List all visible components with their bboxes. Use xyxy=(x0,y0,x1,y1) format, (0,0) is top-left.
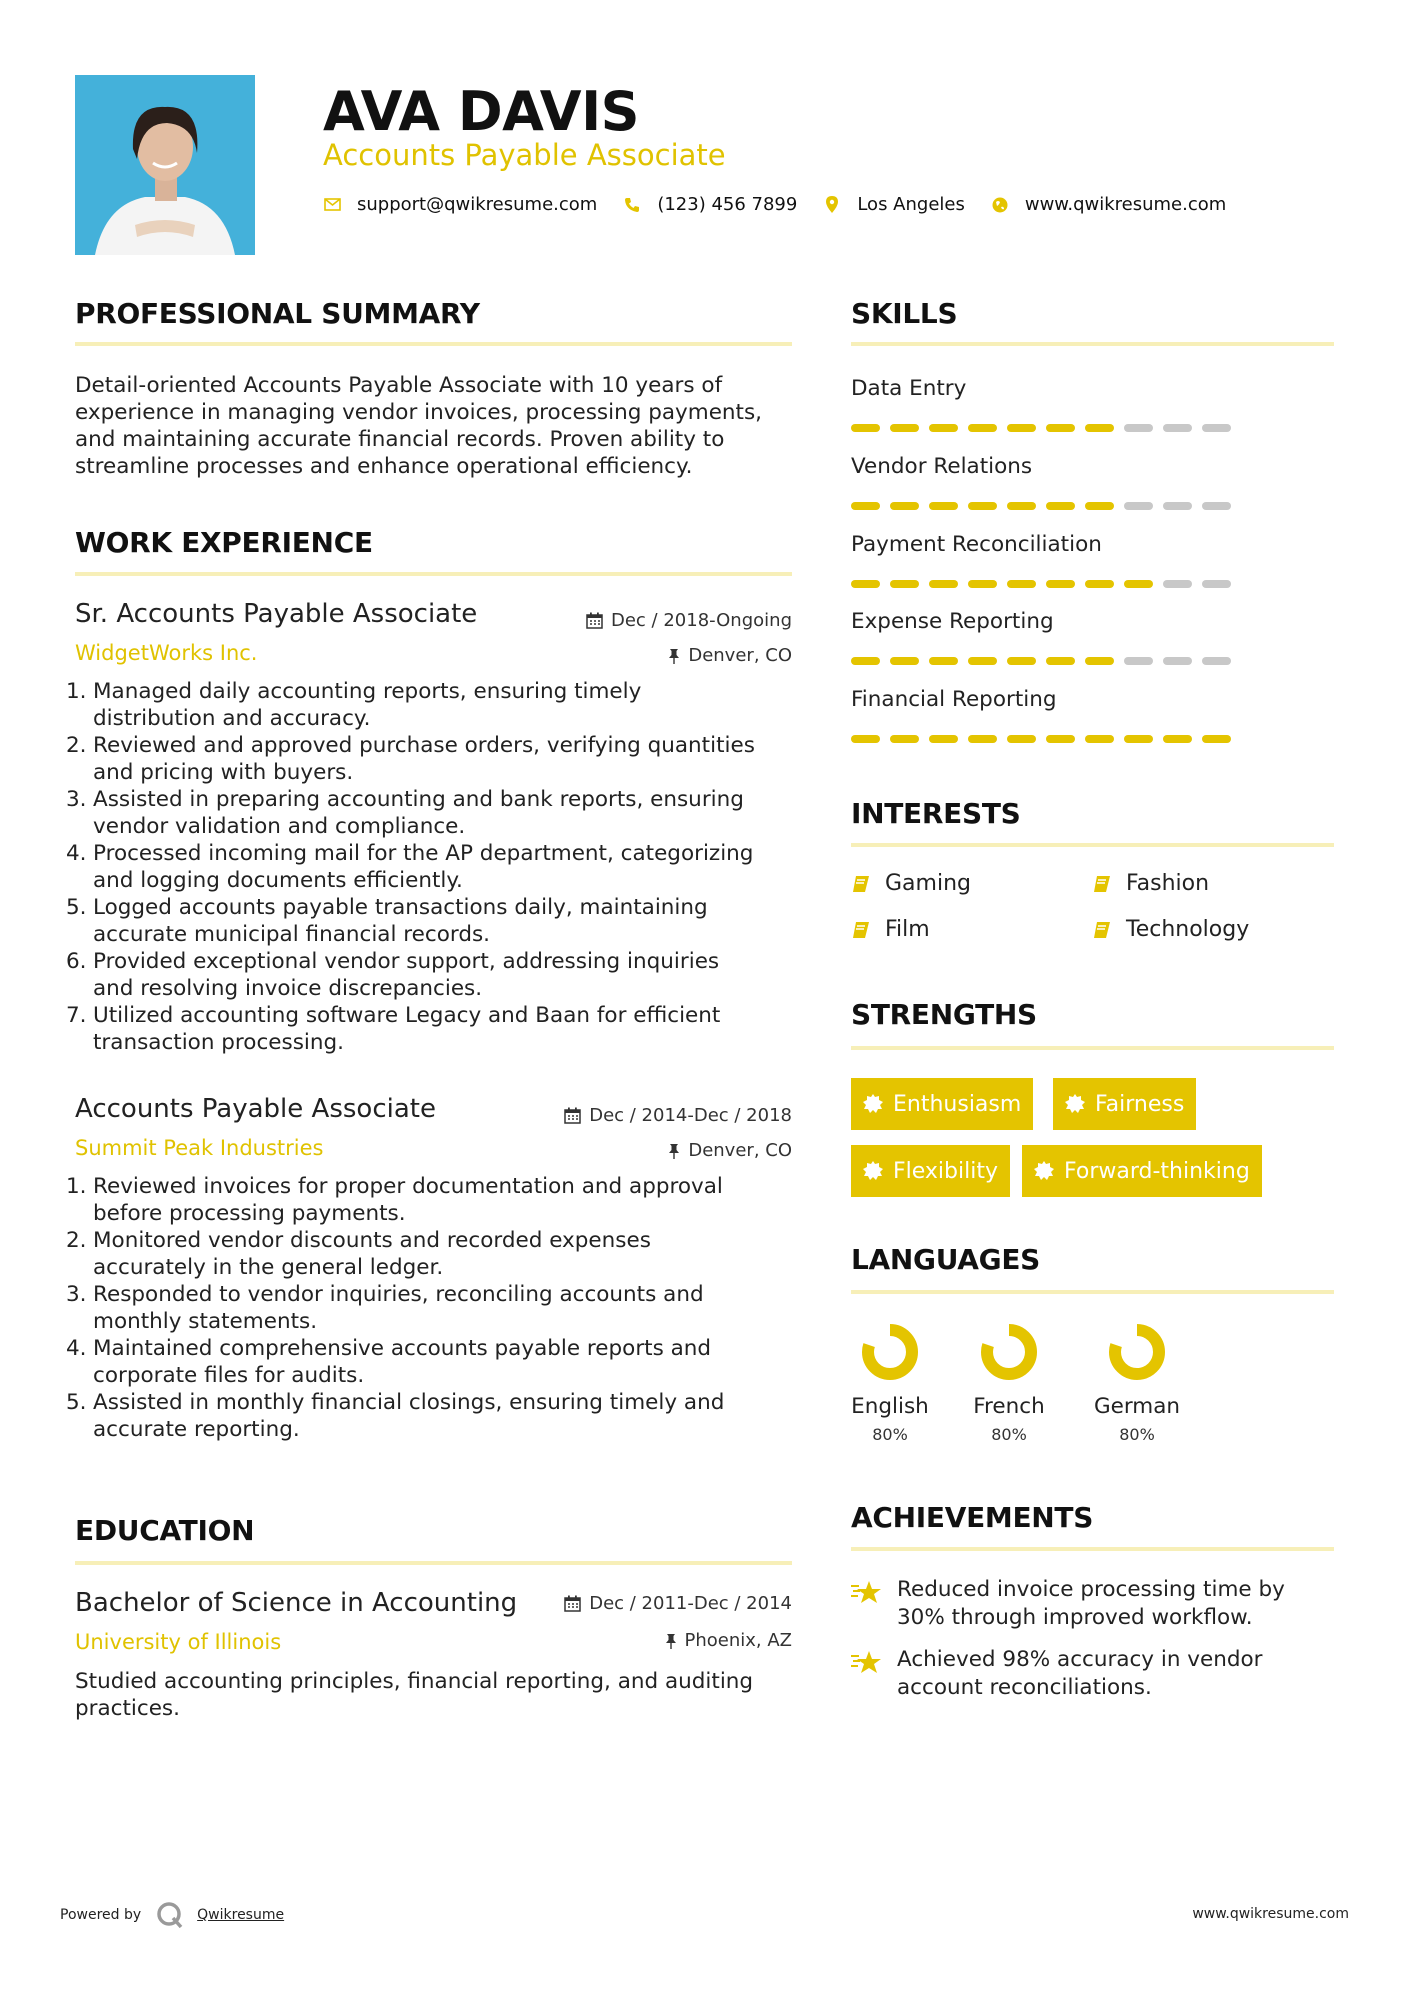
pin-icon xyxy=(665,1633,677,1649)
skill-dash xyxy=(851,502,880,510)
skill-dash xyxy=(1163,735,1192,743)
language-ring-arc xyxy=(868,1330,912,1374)
bullet-line: accurate reporting. xyxy=(93,1417,300,1442)
job-date xyxy=(586,610,792,631)
calendar-icon xyxy=(564,1595,581,1612)
footer-site[interactable]: www.qwikresume.com xyxy=(1192,1906,1349,1922)
skill-dash xyxy=(968,502,997,510)
bullet-number: 1. xyxy=(66,679,87,704)
language-percent: 80% xyxy=(991,1425,1027,1444)
job-bullets xyxy=(66,678,792,1056)
work-rule xyxy=(75,572,792,576)
job-bullet xyxy=(67,1335,792,1389)
education-heading: EDUCATION xyxy=(75,1514,255,1547)
skill-dash xyxy=(929,735,958,743)
bullet-line: Processed incoming mail for the AP department, categorizing xyxy=(93,841,754,866)
education-location-text: Phoenix, AZ xyxy=(684,1630,792,1651)
candidate-name: AVA DAVIS xyxy=(323,80,640,143)
degree-title: Bachelor of Science in Accounting xyxy=(75,1588,518,1618)
book-icon xyxy=(1092,874,1112,894)
language-percent: 80% xyxy=(1119,1425,1155,1444)
globe-icon xyxy=(991,196,1009,214)
skill-dash xyxy=(968,424,997,432)
strengths-rule xyxy=(851,1046,1334,1050)
job-location-text: Denver, CO xyxy=(688,645,792,666)
education-location xyxy=(665,1630,793,1651)
achievement-text xyxy=(897,1646,1263,1702)
strength-label: Fairness xyxy=(1095,1091,1185,1117)
strength-tag xyxy=(1053,1078,1196,1130)
bullet-line: Logged accounts payable transactions daily, maintaining xyxy=(93,895,708,920)
job-bullet xyxy=(67,678,792,732)
interest-item xyxy=(1092,917,1249,942)
skill-dash xyxy=(1124,502,1153,510)
skill-dash xyxy=(968,657,997,665)
skill-dash xyxy=(1085,657,1114,665)
skill-dash xyxy=(1085,735,1114,743)
skill-item xyxy=(851,532,1102,557)
work-heading: WORK EXPERIENCE xyxy=(75,526,373,559)
skill-dash xyxy=(1046,424,1075,432)
summary-text xyxy=(75,372,795,480)
skill-dash xyxy=(1007,735,1036,743)
pin-icon xyxy=(668,648,680,664)
skill-dash xyxy=(1007,502,1036,510)
job-date-text: Dec / 2014-Dec / 2018 xyxy=(589,1105,792,1126)
bullet-number: 7. xyxy=(66,1003,87,1028)
qwikresume-logo-icon xyxy=(155,1900,185,1930)
language-percent: 80% xyxy=(872,1425,908,1444)
bullet-number: 4. xyxy=(66,841,87,866)
skill-dash xyxy=(890,424,919,432)
achievement-text xyxy=(897,1576,1285,1632)
bullet-number: 6. xyxy=(66,949,87,974)
bullet-line: Managed daily accounting reports, ensuring timely xyxy=(93,679,642,704)
star-icon xyxy=(851,1580,883,1606)
language-item xyxy=(851,1320,929,1444)
bullet-line: Assisted in monthly financial closings, ensuring timely and xyxy=(93,1390,725,1415)
skill-item xyxy=(851,454,1032,479)
skill-dash xyxy=(929,502,958,510)
job-company: WidgetWorks Inc. xyxy=(75,641,258,665)
job-title: Sr. Accounts Payable Associate xyxy=(75,599,478,629)
job-bullet xyxy=(67,840,792,894)
star-icon xyxy=(851,1650,883,1676)
skill-level xyxy=(851,424,1241,432)
language-ring-arc xyxy=(1115,1330,1159,1374)
education-entry xyxy=(75,1588,792,1722)
skill-dash xyxy=(1007,657,1036,665)
languages-heading: LANGUAGES xyxy=(851,1243,1041,1276)
skill-dash xyxy=(929,580,958,588)
skill-dash xyxy=(1046,735,1075,743)
skill-dash xyxy=(890,657,919,665)
skill-item xyxy=(851,687,1057,712)
bullet-line: Assisted in preparing accounting and bank reports, ensuring xyxy=(93,787,744,812)
job-bullet xyxy=(67,894,792,948)
job-bullets xyxy=(66,1173,792,1443)
skill-dash xyxy=(1085,580,1114,588)
skill-level xyxy=(851,735,1241,743)
bullet-line: monthly statements. xyxy=(93,1309,318,1334)
bullet-line: transaction processing. xyxy=(93,1030,344,1055)
achievement-line: account reconciliations. xyxy=(897,1675,1152,1700)
badge-icon xyxy=(863,1161,883,1181)
skill-dash xyxy=(890,735,919,743)
skill-level xyxy=(851,580,1241,588)
badge-icon xyxy=(863,1094,883,1114)
language-item xyxy=(1090,1320,1184,1444)
summary-line: experience in managing vendor invoices, processing payments, xyxy=(75,400,763,425)
job-bullet xyxy=(67,786,792,840)
education-description-line: Studied accounting principles, financial reporting, and auditing xyxy=(75,1669,754,1694)
bullet-number: 1. xyxy=(66,1174,87,1199)
interest-label: Gaming xyxy=(885,871,971,896)
job-date xyxy=(564,1105,792,1126)
skill-dash xyxy=(929,657,958,665)
skill-dash xyxy=(1202,657,1231,665)
summary-heading: PROFESSIONAL SUMMARY xyxy=(75,297,480,330)
skill-dash xyxy=(968,580,997,588)
bullet-line: Maintained comprehensive accounts payable reports and xyxy=(93,1336,712,1361)
achievement-line: Achieved 98% accuracy in vendor xyxy=(897,1647,1263,1672)
job-company: Summit Peak Industries xyxy=(75,1136,324,1160)
skill-dash xyxy=(929,424,958,432)
education-description-line: practices. xyxy=(75,1696,180,1721)
skill-dash xyxy=(1202,424,1231,432)
skill-dash xyxy=(1202,735,1231,743)
language-ring-arc xyxy=(987,1330,1031,1374)
skill-dash xyxy=(1046,502,1075,510)
footer-branding xyxy=(60,1900,284,1930)
skill-name: Financial Reporting xyxy=(851,687,1057,712)
achievement-line: 30% through improved workflow. xyxy=(897,1605,1253,1630)
skill-dash xyxy=(1046,580,1075,588)
job-bullet xyxy=(67,948,792,1002)
skill-dash xyxy=(1124,735,1153,743)
skill-name: Expense Reporting xyxy=(851,609,1054,634)
skill-dash xyxy=(851,735,880,743)
contact-bar xyxy=(323,194,1252,215)
job-location-text: Denver, CO xyxy=(688,1140,792,1161)
phone-icon xyxy=(623,196,641,214)
powered-by-label: Powered by xyxy=(60,1907,142,1923)
bullet-line: Monitored vendor discounts and recorded expenses xyxy=(93,1228,651,1253)
interests-heading: INTERESTS xyxy=(851,797,1021,830)
bullet-line: before processing payments. xyxy=(93,1201,406,1226)
email-icon xyxy=(323,196,341,214)
achievement-item xyxy=(851,1646,1331,1702)
skill-dash xyxy=(968,735,997,743)
job-bullet xyxy=(67,1173,792,1227)
job-bullet xyxy=(67,1002,792,1056)
achievement-item xyxy=(851,1576,1331,1632)
bullet-line: and logging documents efficiently. xyxy=(93,868,463,893)
skill-level xyxy=(851,657,1241,665)
skill-dash xyxy=(851,580,880,588)
skill-dash xyxy=(851,657,880,665)
bullet-line: vendor validation and compliance. xyxy=(93,814,466,839)
contact-location: Los Angeles xyxy=(857,194,965,215)
bullet-number: 2. xyxy=(66,1228,87,1253)
bullet-line: corporate files for audits. xyxy=(93,1363,365,1388)
skill-dash xyxy=(1163,502,1192,510)
summary-rule xyxy=(75,342,792,346)
skill-dash xyxy=(890,502,919,510)
book-icon xyxy=(1092,920,1112,940)
skill-dash xyxy=(1163,580,1192,588)
bullet-line: Reviewed and approved purchase orders, verifying quantities xyxy=(93,733,755,758)
strength-tag xyxy=(851,1078,1033,1130)
bullet-line: Utilized accounting software Legacy and Baan for efficient xyxy=(93,1003,721,1028)
language-name: German xyxy=(1093,1394,1181,1419)
achievement-line: Reduced invoice processing time by xyxy=(897,1577,1285,1602)
skills-heading: SKILLS xyxy=(851,297,958,330)
skill-dash xyxy=(1046,657,1075,665)
language-ring xyxy=(977,1320,1041,1384)
skill-dash xyxy=(1085,502,1114,510)
interest-item xyxy=(851,917,930,942)
languages-rule xyxy=(851,1290,1334,1294)
skill-name: Vendor Relations xyxy=(851,454,1033,479)
skills-rule xyxy=(851,342,1334,346)
skill-dash xyxy=(1163,657,1192,665)
job-entry xyxy=(66,599,792,1056)
calendar-icon xyxy=(586,612,603,629)
summary-line: and maintaining accurate financial records. Proven ability to xyxy=(75,427,725,452)
education-rule xyxy=(75,1561,792,1565)
interest-item xyxy=(851,871,971,896)
candidate-role: Accounts Payable Associate xyxy=(323,138,726,172)
skill-dash xyxy=(1163,424,1192,432)
bullet-number: 2. xyxy=(66,733,87,758)
interest-label: Technology xyxy=(1126,917,1250,942)
bullet-number: 3. xyxy=(66,1282,87,1307)
interest-label: Fashion xyxy=(1126,871,1210,896)
achievements-rule xyxy=(851,1547,1334,1551)
language-name: English xyxy=(851,1394,929,1419)
bullet-line: accurate municipal financial records. xyxy=(93,922,491,947)
language-ring xyxy=(858,1320,922,1384)
school-name: University of Illinois xyxy=(75,1630,282,1654)
badge-icon xyxy=(1065,1094,1085,1114)
contact-phone[interactable]: (123) 456 7899 xyxy=(657,194,798,215)
achievements-heading: ACHIEVEMENTS xyxy=(851,1501,1094,1534)
skill-dash xyxy=(1085,424,1114,432)
bullet-line: Responded to vendor inquiries, reconciling accounts and xyxy=(93,1282,704,1307)
job-bullet xyxy=(67,732,792,786)
bullet-number: 3. xyxy=(66,787,87,812)
skill-dash xyxy=(1007,580,1036,588)
skill-dash xyxy=(1202,502,1231,510)
brand-link[interactable]: Qwikresume xyxy=(197,1907,285,1923)
strength-tag xyxy=(851,1145,1010,1197)
location-icon xyxy=(823,196,841,214)
summary-line: Detail-oriented Accounts Payable Associate with 10 years of xyxy=(75,373,723,398)
bullet-line: and pricing with buyers. xyxy=(93,760,354,785)
badge-icon xyxy=(1034,1161,1054,1181)
bullet-line: Provided exceptional vendor support, addressing inquiries xyxy=(93,949,720,974)
education-date-text: Dec / 2011-Dec / 2014 xyxy=(589,1593,792,1614)
book-icon xyxy=(851,920,871,940)
bullet-line: and resolving invoice discrepancies. xyxy=(93,976,483,1001)
education-description xyxy=(75,1668,792,1722)
skill-dash xyxy=(1124,580,1153,588)
skill-dash xyxy=(1124,424,1153,432)
bullet-line: Reviewed invoices for proper documentation and approval xyxy=(93,1174,723,1199)
bullet-line: accurately in the general ledger. xyxy=(93,1255,444,1280)
bullet-number: 5. xyxy=(66,895,87,920)
skill-dash xyxy=(1007,424,1036,432)
skill-level xyxy=(851,502,1241,510)
book-icon xyxy=(851,874,871,894)
interests-rule xyxy=(851,843,1334,847)
skill-name: Data Entry xyxy=(851,376,967,401)
profile-photo xyxy=(75,75,255,255)
pin-icon xyxy=(668,1143,680,1159)
bullet-number: 4. xyxy=(66,1336,87,1361)
skill-dash xyxy=(1202,580,1231,588)
skill-dash xyxy=(890,580,919,588)
job-title: Accounts Payable Associate xyxy=(75,1094,436,1124)
job-bullet xyxy=(67,1281,792,1335)
job-location xyxy=(668,645,792,666)
contact-website[interactable]: www.qwikresume.com xyxy=(1024,194,1227,215)
bullet-number: 5. xyxy=(66,1390,87,1415)
interest-item xyxy=(1092,871,1209,896)
skill-dash xyxy=(1124,657,1153,665)
strength-label: Flexibility xyxy=(893,1158,998,1184)
job-bullet xyxy=(67,1389,792,1443)
language-ring xyxy=(1105,1320,1169,1384)
language-name: French xyxy=(973,1394,1045,1419)
education-date xyxy=(564,1593,792,1614)
strengths-heading: STRENGTHS xyxy=(851,998,1037,1031)
strength-label: Forward-thinking xyxy=(1064,1158,1250,1184)
language-item xyxy=(970,1320,1048,1444)
skill-item xyxy=(851,609,1054,634)
skill-item xyxy=(851,376,966,401)
strength-tag xyxy=(1022,1145,1262,1197)
strength-label: Enthusiasm xyxy=(893,1091,1022,1117)
job-location xyxy=(668,1140,792,1161)
job-bullet xyxy=(67,1227,792,1281)
contact-email[interactable]: support@qwikresume.com xyxy=(357,194,598,215)
bullet-line: distribution and accuracy. xyxy=(93,706,371,731)
skill-dash xyxy=(851,424,880,432)
summary-line: streamline processes and enhance operational efficiency. xyxy=(75,454,693,479)
calendar-icon xyxy=(564,1107,581,1124)
interest-label: Film xyxy=(885,917,930,942)
job-entry xyxy=(66,1094,792,1443)
job-date-text: Dec / 2018-Ongoing xyxy=(611,610,792,631)
skill-name: Payment Reconciliation xyxy=(851,532,1102,557)
